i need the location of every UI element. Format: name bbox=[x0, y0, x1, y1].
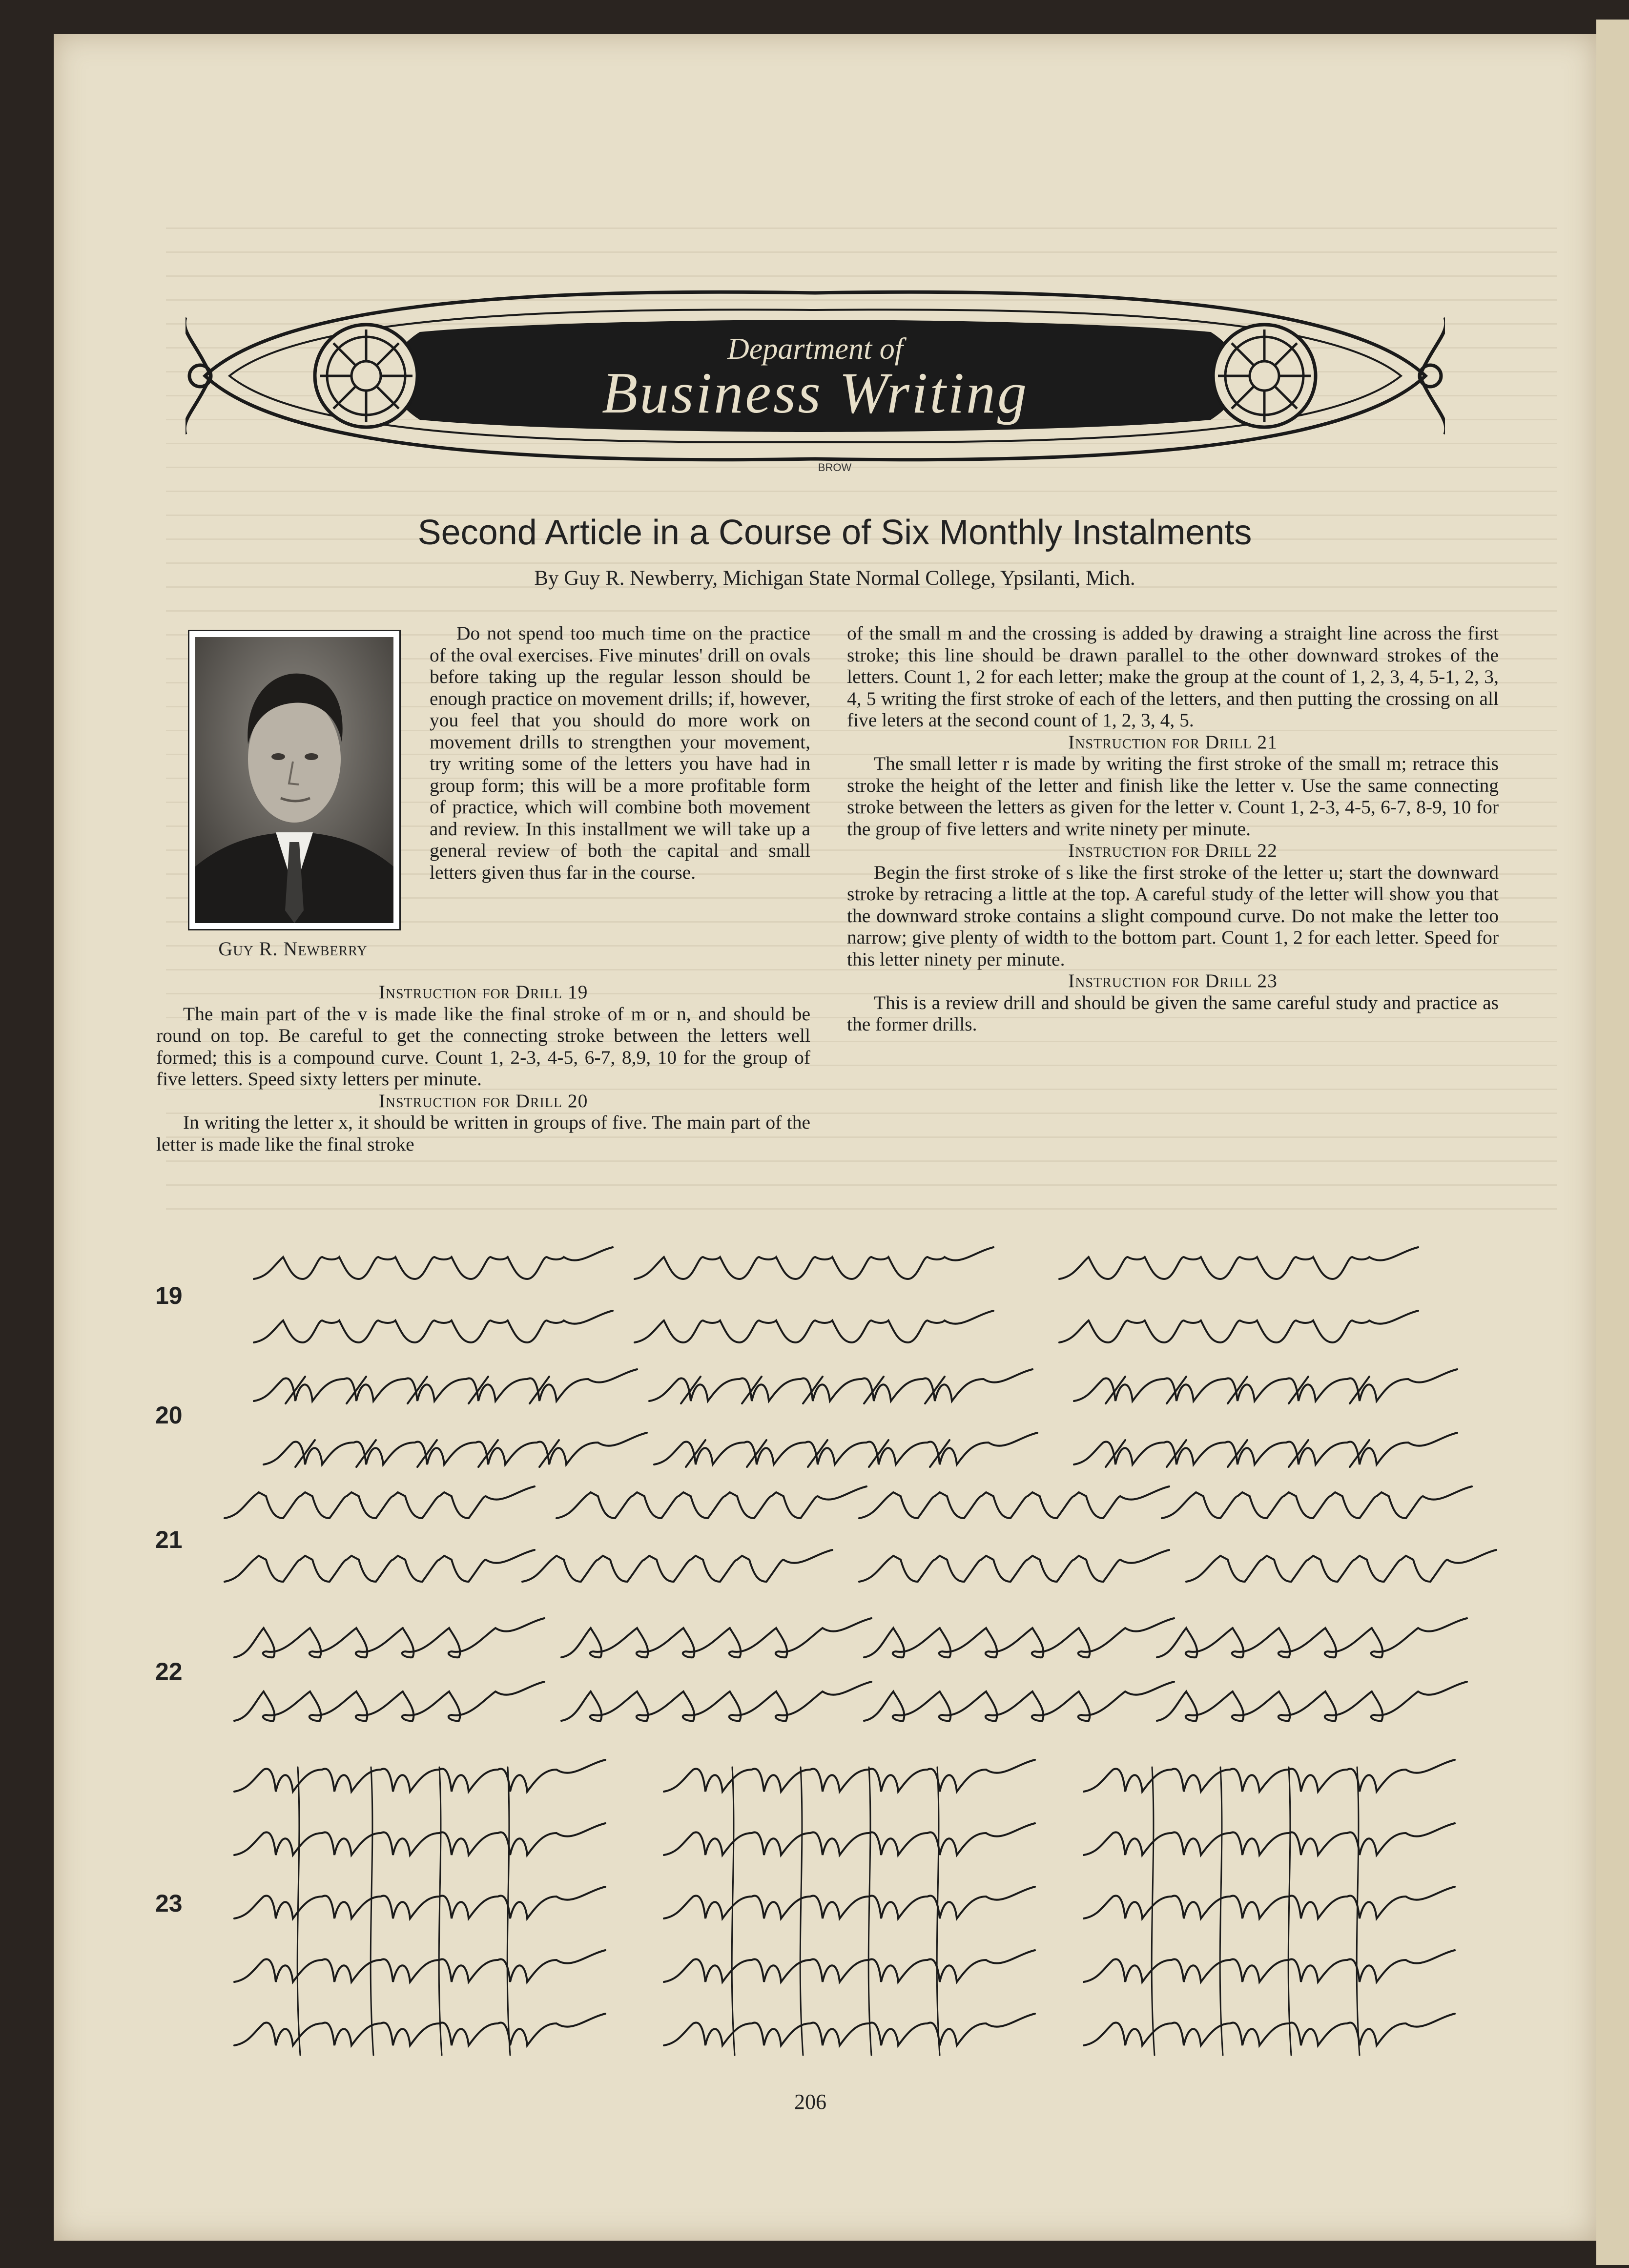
drill-label-20: 20 bbox=[155, 1402, 183, 1429]
engraver-mark: BROW bbox=[818, 461, 852, 474]
drill23-heading: Instruction for Drill 23 bbox=[1068, 970, 1278, 991]
intro-column bbox=[430, 622, 810, 883]
author-photo bbox=[188, 630, 401, 930]
intro-paragraph: Do not spend too much time on the practice of the oval exercises. Five minutes' drill on ovals before taking up the regular lesson should be enough practice on movement drills; if, however, you feel that you should do more work on movement drills to strengthen your movement, try writing some of the letters you have had in group form; this will be a more profitable form of practice, which will combine both movement and review. In this installment we will take up a general review of both the capital and small letters given thus far in the course. bbox=[430, 622, 810, 883]
left-column-lower bbox=[156, 981, 810, 1155]
drill-label-19: 19 bbox=[155, 1282, 183, 1309]
article-title: Second Article in a Course of Six Monthly Instalments bbox=[417, 513, 1252, 552]
drill19-text: The main part of the v is made like the final stroke of m or n, and should be round on top. Be careful to get the connecting stroke between the letters well formed; this is a compound curve. Count 1, 2-3, 4-5, 6-7, 8,9, 10 for the group of five letters. Speed sixty letters per minute. bbox=[156, 1003, 810, 1090]
drill-label-22: 22 bbox=[155, 1658, 183, 1685]
drill22-heading: Instruction for Drill 22 bbox=[1068, 840, 1278, 861]
article-byline: By Guy R. Newberry, Michigan State Normal College, Ypsilanti, Mich. bbox=[534, 567, 1135, 590]
facing-page-edge bbox=[1596, 20, 1629, 2265]
rosette-right-icon bbox=[1213, 325, 1316, 427]
rosette-left-icon bbox=[315, 325, 417, 427]
drill-label-23: 23 bbox=[155, 1890, 183, 1917]
drill-label-21: 21 bbox=[155, 1526, 183, 1553]
drill20-text-b: of the small m and the crossing is added by drawing a straight line across the first stroke; this line should be drawn parallel to the other downward strokes of the letters. Count 1, 2 for each letter; make the group at the count of 1, 2, 3, 4, 5-1, 2, 3, 4, 5 writing the first stroke of each of the letters, and then putting the crossing on all five leters at the second count of 1, 2, 3, 4, 5. bbox=[847, 622, 1499, 731]
drill22-text: Begin the first stroke of s like the first stroke of the letter u; start the downward stroke by retracing a little at the top. A careful study of the letter will show you that the downward stroke contains a slight compound curve. Do not make the letter too narrow; give plenty of width to the bottom part. Count 1, 2 for each letter. Speed for this letter ninety per minute. bbox=[847, 861, 1499, 970]
drill23-text: This is a review drill and should be given the same careful study and practice as the former drills. bbox=[847, 991, 1499, 1035]
drill19-heading: Instruction for Drill 19 bbox=[378, 981, 588, 1003]
photo-caption: Guy R. Newberry bbox=[218, 938, 368, 960]
department-banner bbox=[186, 273, 1445, 478]
banner-line2: Business Writing bbox=[601, 360, 1029, 425]
drill20-heading: Instruction for Drill 20 bbox=[378, 1090, 588, 1112]
portrait-image bbox=[195, 637, 393, 923]
drill20-text-a: In writing the letter x, it should be written in groups of five. The main part of the letter is made like the final stroke bbox=[156, 1112, 810, 1155]
drill21-heading: Instruction for Drill 21 bbox=[1068, 731, 1278, 753]
right-column bbox=[847, 622, 1499, 1035]
drill21-text: The small letter r is made by writing the first stroke of the small m; retrace this stroke the height of the letter and finish like the letter v. Use the same connecting stroke between the letters as given for the letter v. Count 1, 2-3, 4-5, 6-7, 8-9, 10 for the group of five letters and write ninety per minute. bbox=[847, 753, 1499, 840]
banner-line1: Department of bbox=[727, 332, 903, 366]
page-number: 206 bbox=[794, 2090, 826, 2114]
